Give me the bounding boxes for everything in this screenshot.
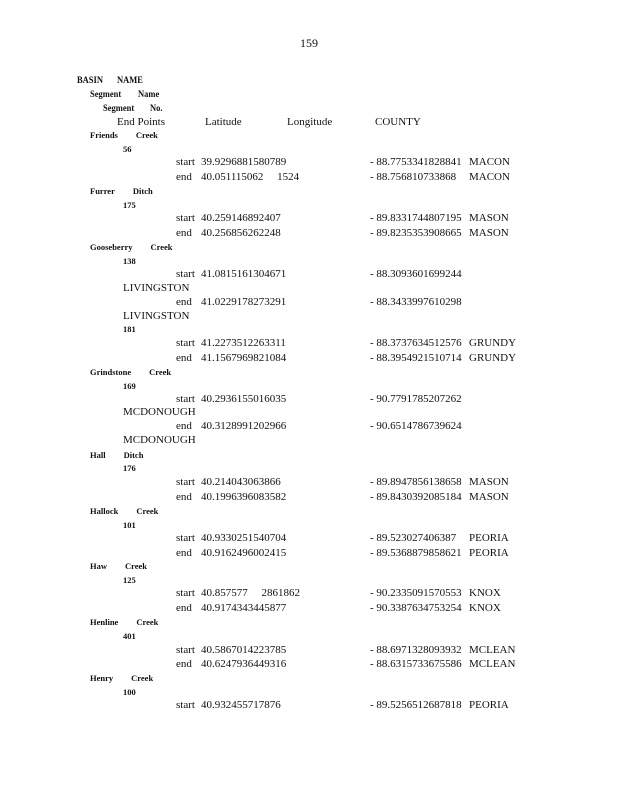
longitude-value: - 89.5256512687818 [370, 699, 462, 711]
segment-number: 100 [123, 687, 136, 697]
basin-name [90, 506, 158, 516]
basin-name-word: Hall [90, 450, 106, 460]
basin-name-word: Furrer [90, 186, 115, 196]
table-row [0, 352, 618, 366]
endpoint-label: start [176, 337, 195, 349]
basin-name-word: Haw [90, 561, 107, 571]
county-value: MACON [469, 171, 510, 183]
latitude-value: 40.3128991202966 [201, 420, 287, 432]
longitude-value: - 90.6514786739624 [370, 420, 462, 432]
longitude-value: - 90.7791785207262 [370, 393, 462, 405]
longitude-value: - 89.8430392085184 [370, 491, 462, 503]
table-row [0, 532, 618, 546]
basin-name-type: Creek [135, 130, 158, 140]
table-row [0, 547, 618, 561]
county-value: MASON [469, 212, 509, 224]
table-row [0, 476, 618, 490]
endpoint-label: end [176, 296, 192, 308]
endpoint-label: end [176, 658, 192, 670]
basin-name [90, 367, 171, 377]
endpoint-label: end [176, 227, 192, 239]
header-end-points: End Points [117, 116, 165, 128]
basin-name-word: Henry [90, 673, 114, 683]
table-row [0, 296, 618, 310]
endpoint-label: start [176, 268, 195, 280]
county-value: KNOX [469, 602, 501, 614]
county-value: MCLEAN [469, 644, 516, 656]
endpoint-label: start [176, 644, 195, 656]
latitude-value: 40.9174343445877 [201, 602, 287, 614]
endpoint-label: start [176, 393, 195, 405]
basin-name-type: Creek [131, 673, 154, 683]
latitude-value: 39.9296881580789 [201, 156, 287, 168]
basin-name-word: Hallock [90, 506, 119, 516]
basin-name-type: Creek [136, 506, 159, 516]
latitude-value: 40.259146892407 [201, 212, 281, 224]
longitude-value: - 88.3954921510714 [370, 352, 462, 364]
basin-name [90, 617, 158, 627]
longitude-value: - 89.8235353908665 [370, 227, 462, 239]
endpoint-label: end [176, 352, 192, 364]
header-segment: Segment [90, 88, 122, 100]
basin-name [90, 561, 147, 571]
county-value-wrapped: MCDONOUGH [123, 406, 196, 418]
latitude-value: 40.5867014223785 [201, 644, 287, 656]
header-segment-name: Name [138, 88, 160, 100]
segment-number: 401 [123, 631, 136, 641]
county-value: PEORIA [469, 532, 509, 544]
basin-name-type: Creek [136, 617, 159, 627]
header-basin: BASIN [77, 74, 103, 86]
basin-name [90, 673, 153, 683]
endpoint-label: start [176, 156, 195, 168]
table-row [0, 699, 618, 713]
table-row [0, 587, 618, 601]
table-row [0, 156, 618, 170]
latitude-value: 40.9330251540704 [201, 532, 287, 544]
basin-name-type: Ditch [132, 186, 153, 196]
longitude-value: - 88.6971328093932 [370, 644, 462, 656]
county-value-wrapped: LIVINGSTON [123, 310, 190, 322]
endpoint-label: end [176, 491, 192, 503]
segment-number: 56 [123, 144, 132, 154]
basin-name [90, 130, 158, 140]
latitude-value: 40.2936155016035 [201, 393, 287, 405]
longitude-value: - 89.5368879858621 [370, 547, 462, 559]
longitude-value: - 88.6315733675586 [370, 658, 462, 670]
header-no: No. [150, 102, 163, 114]
segment-number: 169 [123, 381, 136, 391]
latitude-value: 41.0815161304671 [201, 268, 287, 280]
segment-number: 125 [123, 575, 136, 585]
basin-name-type: Creek [150, 242, 173, 252]
table-row [0, 393, 618, 407]
table-row [0, 171, 618, 185]
header-segment-2: Segment [103, 102, 135, 114]
page-number: 159 [300, 36, 318, 50]
latitude-value: 40.214043063866 [201, 476, 281, 488]
header-longitude: Longitude [287, 116, 333, 128]
latitude-value: 40.9162496002415 [201, 547, 287, 559]
county-value: PEORIA [469, 699, 509, 711]
longitude-value: - 88.3093601699244 [370, 268, 462, 280]
longitude-value: - 88.756810733868 [370, 171, 457, 183]
longitude-value: - 89.523027406387 [370, 532, 457, 544]
table-row [0, 268, 618, 282]
county-value: MACON [469, 156, 510, 168]
longitude-value: - 89.8331744807195 [370, 212, 462, 224]
endpoint-label: end [176, 602, 192, 614]
segment-number: 175 [123, 200, 136, 210]
longitude-value: - 88.7753341828841 [370, 156, 462, 168]
basin-name [90, 186, 153, 196]
basin-name-type: Ditch [123, 450, 144, 460]
header-latitude: Latitude [205, 116, 242, 128]
county-value: MASON [469, 227, 509, 239]
table-row [0, 658, 618, 672]
county-value: KNOX [469, 587, 501, 599]
endpoint-label: start [176, 532, 195, 544]
table-row [0, 602, 618, 616]
endpoint-label: end [176, 547, 192, 559]
basin-name-word: Gooseberry [90, 242, 133, 252]
segment-number: 138 [123, 256, 136, 266]
latitude-value: 40.6247936449316 [201, 658, 287, 670]
latitude-value: 41.2273512263311 [201, 337, 286, 349]
segment-number: 181 [123, 324, 136, 334]
county-value: GRUNDY [469, 352, 517, 364]
segment-number: 176 [123, 463, 136, 473]
table-row [0, 644, 618, 658]
latitude-value: 40.1996396083582 [201, 491, 287, 503]
county-value: MASON [469, 491, 509, 503]
table-row [0, 227, 618, 241]
endpoint-label: end [176, 171, 192, 183]
basin-name-word: Henline [90, 617, 119, 627]
longitude-value: - 90.3387634753254 [370, 602, 462, 614]
longitude-value: - 90.2335091570553 [370, 587, 462, 599]
latitude-value: 40.857577 2861862 [201, 587, 300, 599]
table-row [0, 212, 618, 226]
segment-number: 101 [123, 520, 136, 530]
longitude-value: - 88.3737634512576 [370, 337, 462, 349]
county-value: MASON [469, 476, 509, 488]
county-value: PEORIA [469, 547, 509, 559]
latitude-value: 41.0229178273291 [201, 296, 287, 308]
endpoint-label: start [176, 212, 195, 224]
latitude-value: 40.932455717876 [201, 699, 281, 711]
header-name: NAME [117, 74, 143, 86]
basin-name-word: Grindstone [90, 367, 132, 377]
table-row [0, 337, 618, 351]
endpoint-label: start [176, 587, 195, 599]
county-value: MCLEAN [469, 658, 516, 670]
header-county: COUNTY [375, 116, 421, 128]
county-value-wrapped: LIVINGSTON [123, 282, 190, 294]
endpoint-label: end [176, 420, 192, 432]
longitude-value: - 88.3433997610298 [370, 296, 462, 308]
latitude-value: 40.051115062 1524 [201, 171, 300, 183]
latitude-value: 40.256856262248 [201, 227, 281, 239]
basin-name-type: Creek [149, 367, 172, 377]
endpoint-label: start [176, 699, 195, 711]
county-value-wrapped: MCDONOUGH [123, 434, 196, 446]
table-row [0, 491, 618, 505]
basin-name [90, 242, 173, 252]
endpoint-label: start [176, 476, 195, 488]
longitude-value: - 89.8947856138658 [370, 476, 462, 488]
basin-name-word: Friends [90, 130, 118, 140]
basin-name-type: Creek [125, 561, 148, 571]
latitude-value: 41.1567969821084 [201, 352, 287, 364]
table-row [0, 420, 618, 434]
county-value: GRUNDY [469, 337, 517, 349]
basin-name [90, 450, 143, 460]
